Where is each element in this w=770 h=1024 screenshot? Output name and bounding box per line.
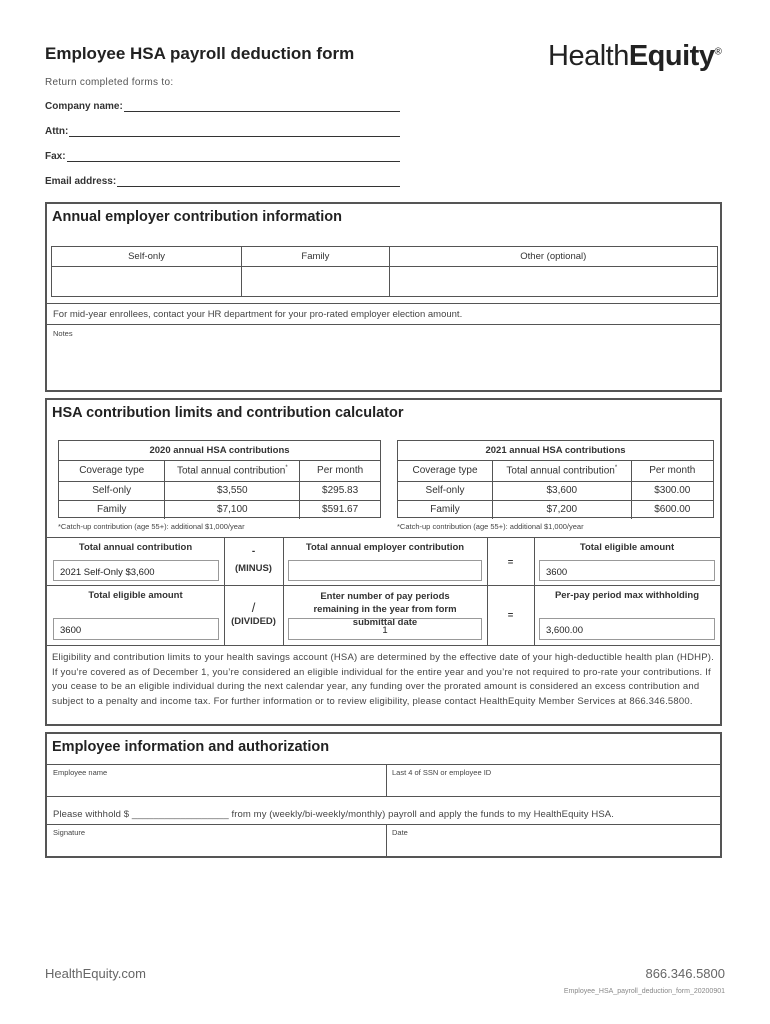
registered-mark: ® — [714, 46, 722, 58]
pay-periods-label: Enter number of pay periods remaining in the year from form submittal date — [313, 591, 457, 628]
table-2020-header-month: Per month — [300, 461, 380, 481]
table-row — [59, 481, 380, 500]
company-name-field[interactable] — [45, 101, 400, 112]
table-2020-header-coverage: Coverage type — [59, 461, 165, 481]
cell-coverage: Self-only — [398, 481, 493, 500]
notes-area[interactable] — [47, 326, 720, 388]
table-row — [398, 500, 713, 519]
cell-month: $300.00 — [631, 481, 713, 500]
employer-contribution-label: Total annual employer contribution — [305, 542, 465, 553]
divide-symbol: / — [251, 600, 256, 615]
table-row — [398, 481, 713, 500]
date-label: Date — [392, 828, 408, 837]
email-line[interactable] — [117, 177, 400, 187]
cell-month: $295.83 — [300, 481, 380, 500]
table-2021-caption: 2021 annual HSA contributions — [398, 441, 713, 461]
signature-input[interactable] — [47, 824, 386, 856]
attn-field[interactable] — [45, 126, 400, 137]
company-name-label: Company name: — [45, 101, 123, 112]
col-other: Other (optional) — [389, 247, 717, 267]
table-row — [59, 500, 380, 519]
date-input[interactable] — [386, 824, 720, 856]
employer-contribution-table — [51, 246, 718, 297]
minus-symbol: - — [251, 546, 256, 557]
employee-section-title: Employee information and authorization — [52, 739, 330, 755]
fax-field[interactable] — [45, 151, 400, 162]
employee-name-label: Employee name — [53, 768, 108, 777]
employee-name-input[interactable] — [47, 764, 386, 796]
employer-contribution-input[interactable] — [288, 560, 482, 581]
col-family: Family — [242, 247, 389, 267]
cell-coverage: Family — [398, 500, 493, 519]
page-title: Employee HSA payroll deduction form — [45, 44, 355, 63]
attn-line[interactable] — [69, 127, 400, 137]
table-2021-header-total: Total annual contribution* — [493, 461, 632, 481]
fax-line[interactable] — [67, 152, 400, 162]
employer-contribution-section — [45, 202, 722, 392]
col-self-only: Self-only — [52, 247, 242, 267]
limits-section-title: HSA contribution limits and contribution calculator — [52, 405, 404, 421]
cell-month: $591.67 — [300, 500, 380, 519]
midyear-note: For mid-year enrollees, contact your HR department for your pro-rated employer election amount. — [53, 309, 463, 320]
cell-total: $3,550 — [165, 481, 300, 500]
pay-periods-input[interactable]: 1 — [288, 618, 482, 640]
cell-coverage: Family — [59, 500, 165, 519]
signature-label: Signature — [53, 828, 86, 837]
ssn-input[interactable] — [386, 764, 720, 796]
table-2020-caption: 2020 annual HSA contributions — [59, 441, 380, 461]
cell-coverage: Self-only — [59, 481, 165, 500]
logo-text-regular: Health — [548, 40, 629, 72]
eligible-amount-input-2[interactable]: 3600 — [53, 618, 219, 640]
employee-info-section — [45, 732, 722, 858]
notes-label: Notes — [53, 329, 73, 338]
table-2021-header-coverage: Coverage type — [398, 461, 493, 481]
return-instructions: Return completed forms to: — [45, 77, 174, 88]
self-only-input[interactable] — [52, 267, 242, 297]
attn-label: Attn: — [45, 126, 69, 137]
family-input[interactable] — [242, 267, 389, 297]
footnote-2021: *Catch-up contribution (age 55+): additional $1,000/year — [397, 522, 584, 531]
table-2020 — [58, 440, 381, 518]
cell-total: $3,600 — [493, 481, 632, 500]
table-2021 — [397, 440, 714, 518]
healthequity-logo — [548, 40, 721, 73]
email-field[interactable] — [45, 176, 400, 187]
total-annual-input[interactable]: 2021 Self-Only $3,600 — [53, 560, 219, 581]
per-pay-label: Per-pay period max withholding — [554, 590, 700, 601]
contribution-limits-section — [45, 398, 722, 726]
per-pay-input[interactable]: 3,600.00 — [539, 618, 715, 640]
company-name-line[interactable] — [124, 102, 400, 112]
eligible-amount-label-2: Total eligible amount — [88, 590, 183, 601]
fax-label: Fax: — [45, 151, 66, 162]
total-annual-label: Total annual contribution — [78, 542, 193, 553]
eligible-amount-label: Total eligible amount — [579, 542, 675, 553]
footer-phone: 866.346.5800 — [645, 966, 725, 981]
minus-label: (MINUS) — [235, 563, 272, 574]
table-2021-header-month: Per month — [631, 461, 713, 481]
ssn-label: Last 4 of SSN or employee ID — [392, 768, 492, 777]
equals-symbol-2: = — [507, 610, 514, 621]
withhold-statement: Please withhold $ __________________ from my (weekly/bi-weekly/monthly) payroll and apply the funds to my HealthEquity HSA. — [53, 809, 614, 820]
footer-form-code: Employee_HSA_payroll_deduction_form_20200901 — [563, 988, 725, 995]
cell-total: $7,100 — [165, 500, 300, 519]
cell-month: $600.00 — [631, 500, 713, 519]
footer-website[interactable]: HealthEquity.com — [45, 966, 146, 981]
table-2020-header-total: Total annual contribution* — [165, 461, 300, 481]
footnote-2020: *Catch-up contribution (age 55+): additional $1,000/year — [58, 522, 245, 531]
employer-section-title: Annual employer contribution information — [52, 209, 342, 225]
eligible-amount-input[interactable]: 3600 — [539, 560, 715, 581]
cell-total: $7,200 — [493, 500, 632, 519]
divided-label: (DIVIDED) — [231, 616, 276, 627]
eligibility-paragraph: Eligibility and contribution limits to your health savings account (HSA) are determined by the effective date of your high-deductible health plan (HDHP). If you’re covered as of December 1, you’re considered an eligible individual for the entire year and you’re not required to pro-rate your contributions. If you cease to be an eligible individual during the next calendar year, any funding over the prorated amount is considered an excess contribution and subject to a penalty and income tax. For further information or to review eligibility, please contact HealthEquity Member Services at 866.346.5800. — [52, 652, 714, 707]
equals-symbol: = — [507, 557, 514, 568]
other-input[interactable] — [389, 267, 717, 297]
logo-text-bold: Equity — [628, 40, 715, 72]
email-label: Email address: — [45, 176, 117, 187]
